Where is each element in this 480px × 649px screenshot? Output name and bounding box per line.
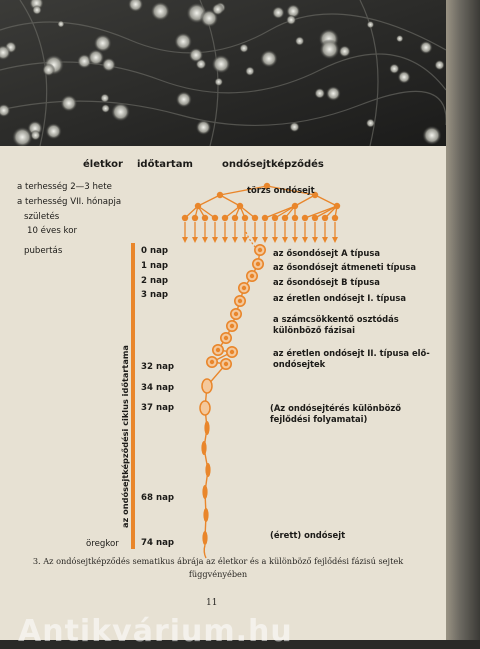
- desc-b-type: az ősondósejt B típusa: [273, 277, 380, 287]
- cell-nucleus: [210, 360, 214, 364]
- maturing-cell: [203, 508, 208, 522]
- page-edge-shadow: [446, 0, 480, 640]
- time-day-3: 3 nap: [141, 290, 169, 300]
- age-label-ten-years: 10 éves kor: [27, 226, 77, 236]
- tree-node: [222, 215, 228, 221]
- tree-branch: [198, 195, 220, 206]
- desc-immature-ii: az éretlen ondósejt II. típusa elő-ondósejtek: [273, 348, 430, 370]
- tree-node: [302, 215, 308, 221]
- tree-arrowhead: [242, 237, 248, 243]
- tree-arrowhead: [322, 237, 328, 243]
- tree-node: [252, 215, 258, 221]
- cell-nucleus: [258, 248, 262, 252]
- tree-node: [232, 215, 238, 221]
- tree-node: [282, 215, 288, 221]
- tree-node: [262, 215, 268, 221]
- time-day-2: 2 nap: [141, 276, 169, 286]
- tree-arrowhead: [272, 237, 278, 243]
- cell-development-chain: [200, 232, 265, 558]
- age-label-old-age: öregkor: [86, 539, 119, 549]
- tree-node: [332, 215, 338, 221]
- page-number: 11: [206, 598, 218, 608]
- tree-branch: [305, 206, 337, 218]
- tree-node: [237, 203, 243, 209]
- tree-node: [182, 215, 188, 221]
- tree-node: [272, 215, 278, 221]
- header-age: életkor: [83, 159, 123, 170]
- tree-arrowhead: [192, 237, 198, 243]
- tree-arrowhead: [252, 237, 258, 243]
- cell-nucleus: [250, 274, 254, 278]
- age-label-puberty: pubertás: [24, 246, 63, 256]
- maturing-cell: [205, 463, 210, 477]
- desc-immature-i: az éretlen ondósejt I. típusa: [273, 293, 406, 303]
- tree-arrowhead: [282, 237, 288, 243]
- time-day-68: 68 nap: [141, 493, 175, 503]
- desc-a-type: az ősondósejt A típusa: [273, 248, 380, 258]
- tree-node: [212, 215, 218, 221]
- tree-node: [322, 215, 328, 221]
- tree-node: [292, 203, 298, 209]
- tree-arrowhead: [182, 237, 188, 243]
- cell-nucleus: [256, 262, 260, 266]
- tree-branch: [220, 195, 240, 206]
- cell-nucleus: [224, 336, 228, 340]
- chain-connector: [204, 250, 260, 538]
- age-label-pregnancy-weeks: a terhesség 2—3 hete: [17, 182, 112, 192]
- header-duration: időtartam: [137, 159, 193, 170]
- tree-node: [195, 203, 201, 209]
- desc-maturation: (Az ondósejtérés különböző fejlődési folyamatai): [270, 403, 401, 425]
- stem-cell-label: törzs ondósejt: [247, 185, 315, 195]
- cell-nucleus: [216, 348, 220, 352]
- tree-branch: [295, 195, 315, 206]
- timeline-axis: [131, 243, 135, 549]
- tree-node: [242, 215, 248, 221]
- cell-nucleus: [230, 324, 234, 328]
- tree-node: [312, 215, 318, 221]
- desc-transitional-type: az ősondósejt átmeneti típusa: [273, 262, 417, 272]
- spermatid-cell: [200, 401, 210, 415]
- tree-branch: [315, 195, 337, 206]
- tree-node: [192, 215, 198, 221]
- tree-arrowhead: [232, 237, 238, 243]
- tree-arrowhead: [292, 237, 298, 243]
- tree-node: [334, 203, 340, 209]
- time-day-34: 34 nap: [141, 383, 175, 393]
- age-label-birth: születés: [24, 212, 60, 222]
- figure-caption: 3. Az ondósejtképződés sematikus ábrája az életkor és a különböző fejlődési fázisú sejtek függvényében: [32, 556, 404, 579]
- timeline-axis-title: az ondósejtképződési ciklus időtartama: [120, 345, 130, 528]
- cell-nucleus: [242, 286, 246, 290]
- header-process: ondósejtképződés: [222, 159, 324, 170]
- tree-arrowhead: [202, 237, 208, 243]
- desc-meiosis: a számcsökkentő osztódás különböző fázisai: [273, 314, 399, 336]
- cell-nucleus: [230, 350, 234, 354]
- tree-arrowhead: [222, 237, 228, 243]
- watermark: Antikvárium.hu: [18, 614, 293, 649]
- age-label-pregnancy-month: a terhesség VII. hónapja: [17, 197, 122, 207]
- maturing-cell: [204, 421, 209, 435]
- tree-arrowhead: [332, 237, 338, 243]
- time-day-32: 32 nap: [141, 362, 175, 372]
- desc-mature: (érett) ondósejt: [270, 530, 346, 540]
- cell-nucleus: [238, 299, 242, 303]
- cell-nucleus: [234, 312, 238, 316]
- tree-arrowhead: [302, 237, 308, 243]
- time-day-74: 74 nap: [141, 538, 175, 548]
- time-day-0: 0 nap: [141, 246, 169, 256]
- tree-node: [202, 215, 208, 221]
- maturing-cell: [202, 531, 207, 545]
- tree-node: [217, 192, 223, 198]
- tree-arrowhead: [262, 237, 268, 243]
- cell-nucleus: [224, 362, 228, 366]
- spermatid-cell: [202, 379, 212, 393]
- time-day-37: 37 nap: [141, 403, 175, 413]
- tree-arrowhead: [212, 237, 218, 243]
- maturing-cell: [202, 485, 207, 499]
- maturing-cell: [201, 441, 206, 455]
- time-day-1: 1 nap: [141, 261, 169, 271]
- tree-node: [292, 215, 298, 221]
- tree-arrowhead: [312, 237, 318, 243]
